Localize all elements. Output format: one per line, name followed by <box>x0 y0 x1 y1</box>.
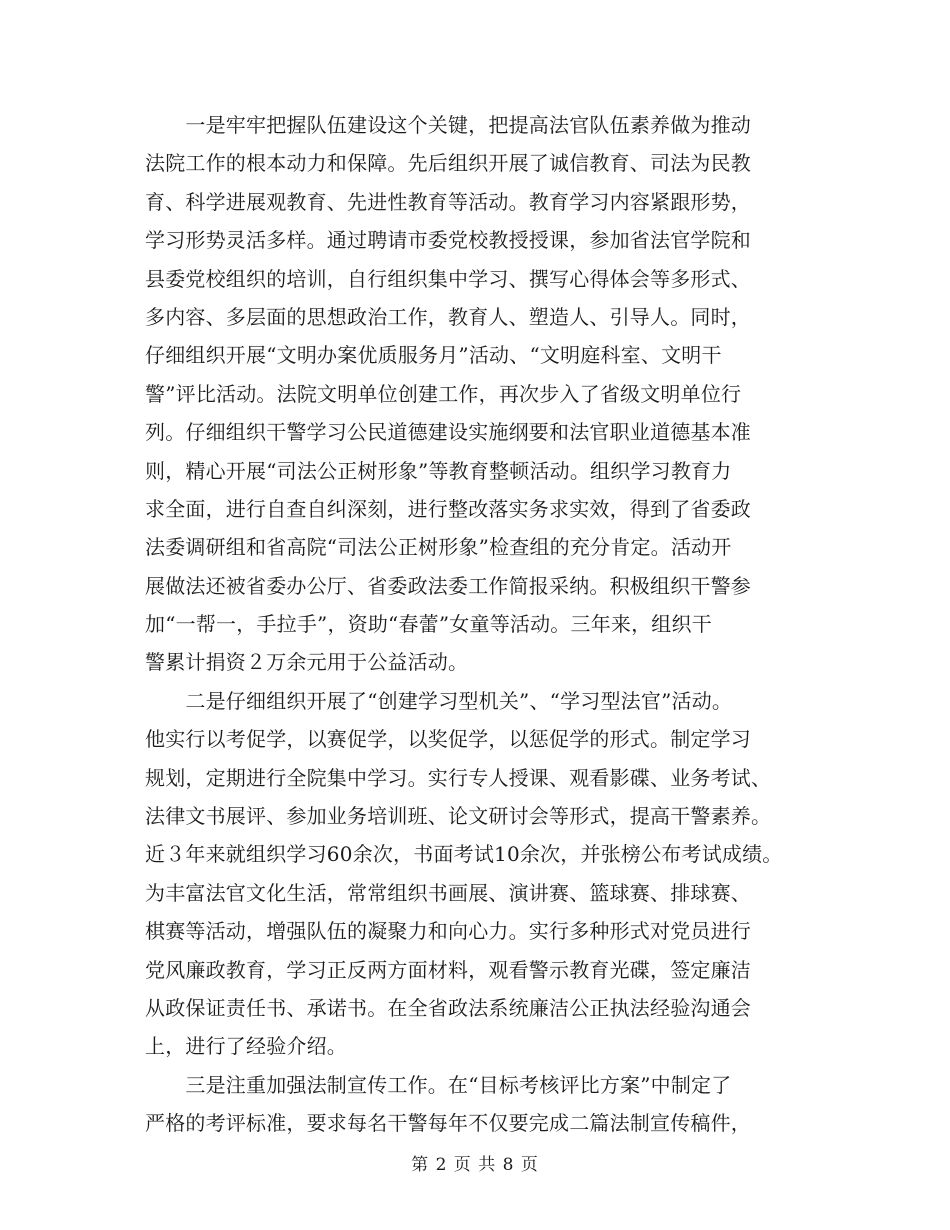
text-line: 一是牢牢把握队伍建设这个关键，把提高法官队伍素养做为推动 <box>145 113 751 137</box>
text-line: 警累计捐资２万余元用于公益活动。 <box>145 650 469 675</box>
text-line: 则，精心开展“司法公正树形象”等教育整顿活动。组织学习教育力 <box>145 458 732 483</box>
text-line: 仔细组织开展“文明办案优质服务月”活动、“文明庭科室、文明干 <box>145 343 722 368</box>
text-line: 二是仔细组织开展了“创建学习型机关”、“学习型法官”活动。 <box>145 688 733 713</box>
text-line: 多内容、多层面的思想政治工作，教育人、塑造人、引导人。同时， <box>145 304 751 329</box>
body-text <box>145 106 815 1143</box>
text-line: 党风廉政教育，学习正反两方面材料，观看警示教育光碟，签定廉洁 <box>145 957 751 982</box>
text-line: 上，进行了经验介绍。 <box>145 1034 347 1059</box>
text-line: 法院工作的根本动力和保障。先后组织开展了诚信教育、司法为民教 <box>145 151 751 176</box>
text-line: 法委调研组和省高院“司法公正树形象”检查组的充分肯定。活动开 <box>145 535 732 560</box>
text-line: 警”评比活动。法院文明单位创建工作，再次步入了省级文明单位行 <box>145 381 742 406</box>
text-line: 育、科学进展观教育、先进性教育等活动。教育学习内容紧跟形势， <box>145 189 751 214</box>
text-line: 严格的考评标准，要求每名干警每年不仅要完成二篇法制宣传稿件， <box>145 1111 751 1136</box>
text-line: 县委党校组织的培训，自行组织集中学习、撰写心得体会等多形式、 <box>145 266 751 291</box>
text-line: 他实行以考促学，以赛促学，以奖促学，以惩促学的形式。制定学习 <box>145 727 751 752</box>
text-line: 求全面，进行自查自纠深刻，进行整改落实务求实效，得到了省委政 <box>145 496 751 521</box>
text-line: 展做法还被省委办公厅、省委政法委工作简报采纳。积极组织干警参 <box>145 573 751 598</box>
text-line: 从政保证责任书、承诺书。在全省政法系统廉洁公正执法经验沟通会 <box>145 995 751 1020</box>
text-line: 规划，定期进行全院集中学习。实行专人授课、观看影碟、业务考试、 <box>145 765 772 790</box>
text-line: 为丰富法官文化生活，常常组织书画展、演讲赛、篮球赛、排球赛、 <box>145 880 751 905</box>
text-line: 列。仔细组织干警学习公民道德建设实施纲要和法官职业道德基本准 <box>145 420 751 445</box>
text-line: 近３年来就组织学习60余次，书面考试10余次，并张榜公布考试成绩。 <box>145 842 783 867</box>
text-line: 加“一帮一，手拉手”，资助“春蕾”女童等活动。三年来，组织干 <box>145 612 712 637</box>
text-line: 棋赛等活动，增强队伍的凝聚力和向心力。实行多种形式对党员进行 <box>145 919 751 944</box>
text-line: 学习形势灵活多样。通过聘请市委党校教授授课，参加省法官学院和 <box>145 228 751 253</box>
text-line: 三是注重加强法制宣传工作。在“目标考核评比方案”中制定了 <box>145 1072 732 1097</box>
text-line: 法律文书展评、参加业务培训班、论文研讨会等形式，提高干警素养。 <box>145 804 772 829</box>
page-number-footer: 第 2 页 共 8 页 <box>411 1155 539 1175</box>
